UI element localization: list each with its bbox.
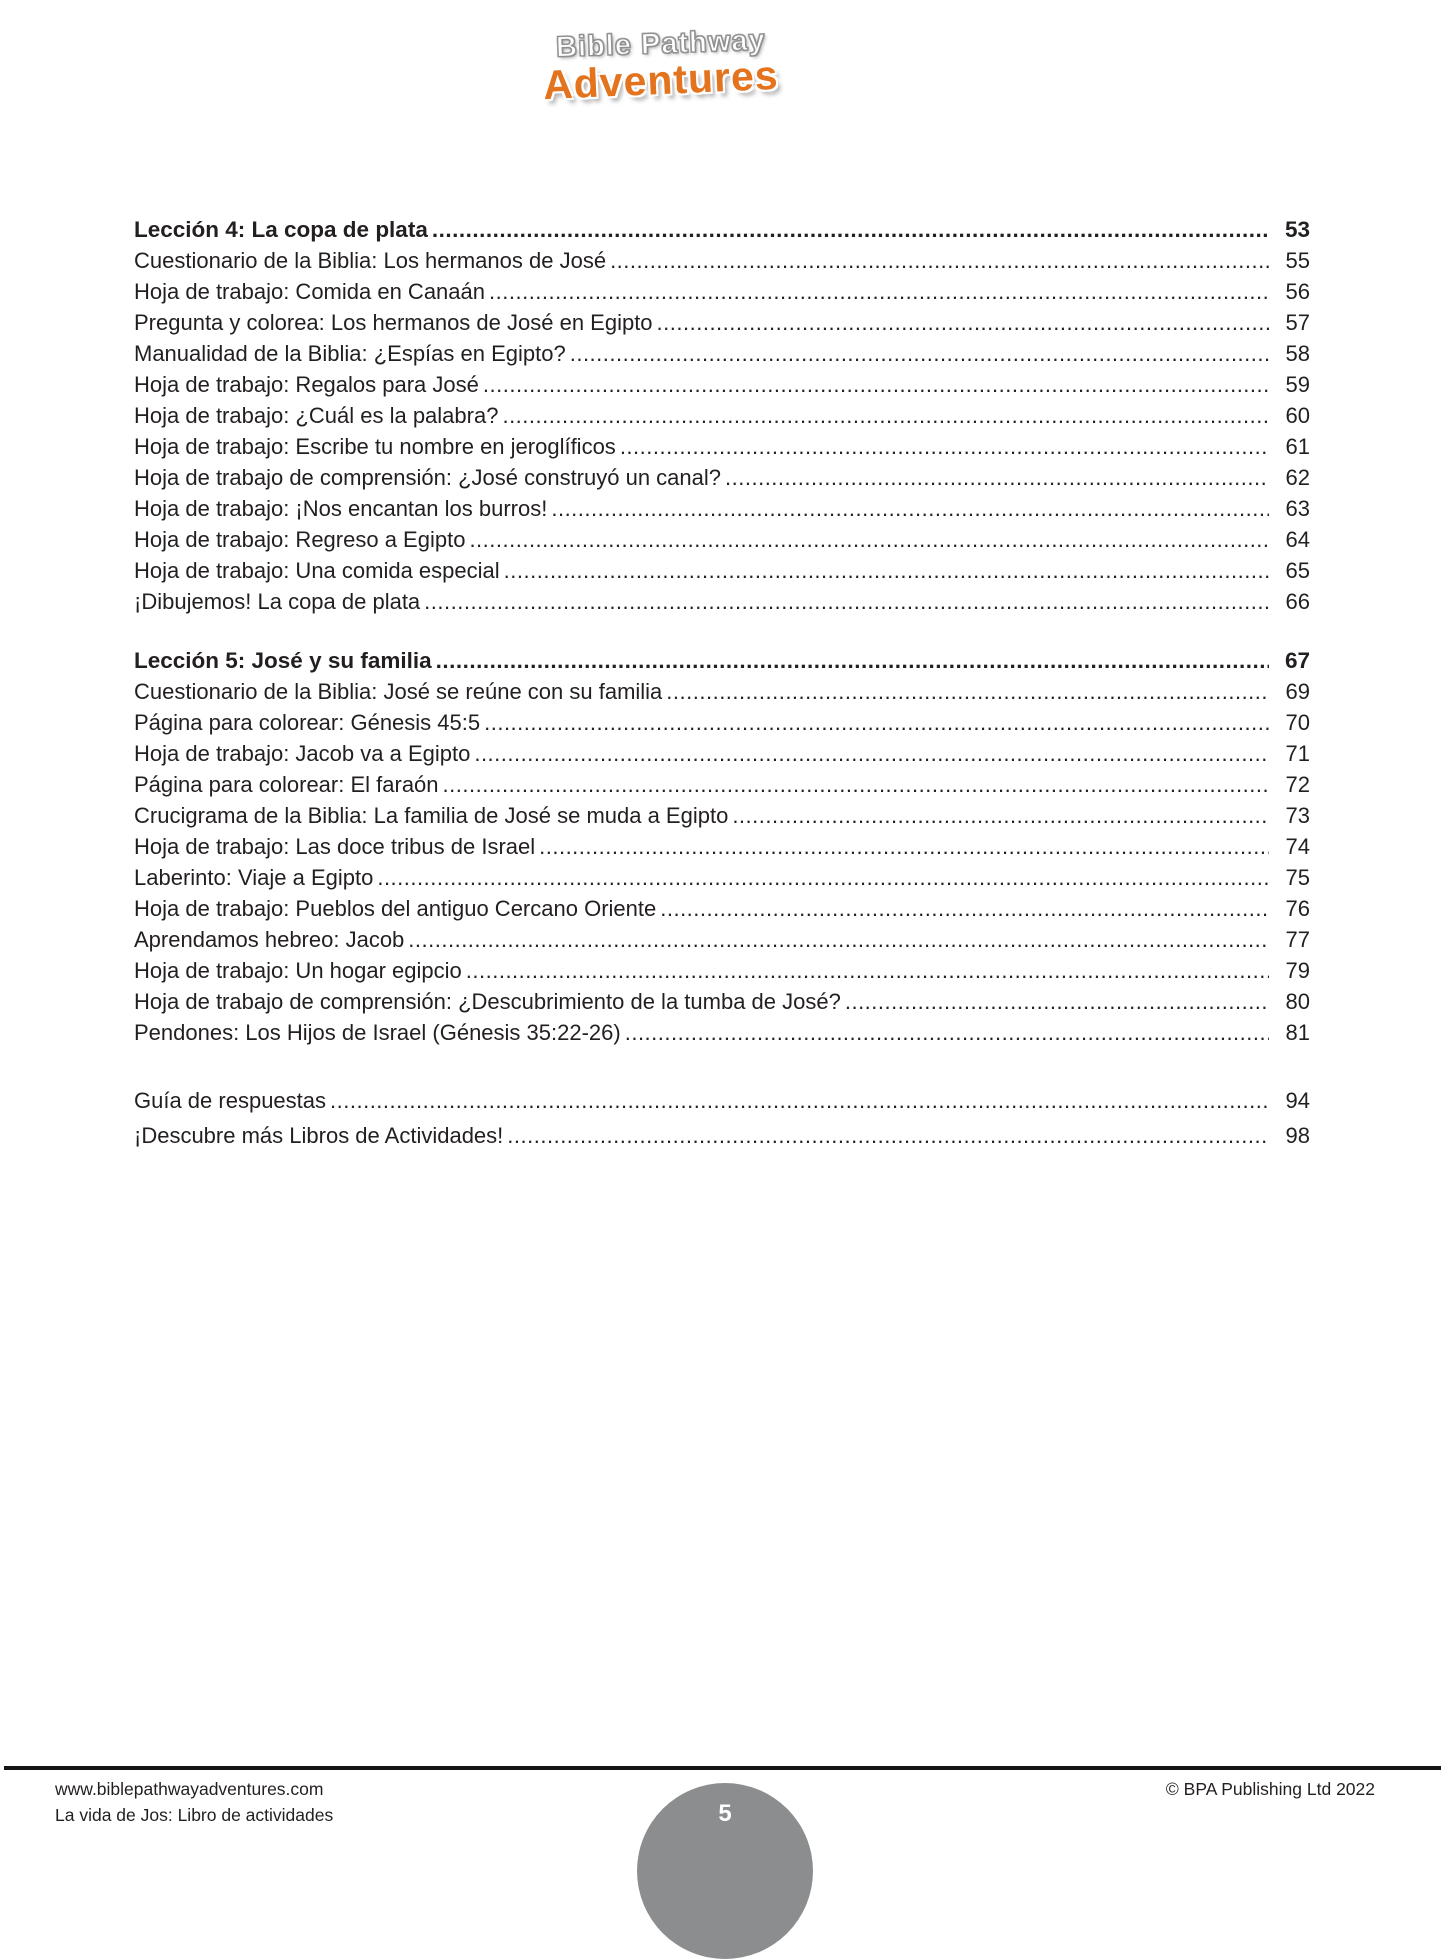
- footer-book-title: La vida de Jos: Libro de actividades: [55, 1805, 334, 1825]
- footer-copyright: © BPA Publishing Ltd 2022: [1165, 1779, 1375, 1799]
- dot-leader: [504, 558, 1269, 584]
- toc-entry: [134, 341, 1310, 372]
- toc-entry-page: 65: [1285, 558, 1310, 583]
- toc-entry-page: 71: [1285, 741, 1310, 766]
- toc-entry: [134, 248, 1310, 279]
- footer-left: [55, 1776, 333, 1828]
- toc-entry: [134, 1020, 1310, 1051]
- toc-entry: [134, 710, 1310, 741]
- toc-entry-label: Guía de respuestas: [134, 1088, 327, 1113]
- dot-leader: [466, 958, 1269, 984]
- footer-divider: [4, 1766, 1441, 1770]
- toc-entry-page: 94: [1285, 1088, 1310, 1113]
- dot-leader: [502, 403, 1269, 429]
- toc-entry-label: Hoja de trabajo: Una comida especial: [134, 558, 500, 583]
- toc-entry-page: 63: [1285, 496, 1310, 521]
- toc-entry: [134, 403, 1310, 434]
- toc-entry-label: Aprendamos hebreo: Jacob: [134, 927, 405, 952]
- toc-heading-label: Lección 4: La copa de plata: [134, 217, 428, 242]
- toc-entry: [134, 434, 1310, 465]
- toc-entry-label: Hoja de trabajo: Regreso a Egipto: [134, 527, 466, 552]
- toc-entry-label: Hoja de trabajo: Un hogar egipcio: [134, 958, 462, 983]
- toc-entry: [134, 372, 1310, 403]
- toc-entry: [134, 896, 1310, 927]
- toc-section-lesson4: [134, 217, 1310, 620]
- dot-leader: [484, 710, 1269, 736]
- toc-entry-label: Hoja de trabajo: Pueblos del antiguo Cercano Oriente: [134, 896, 657, 921]
- toc-entry-page: 76: [1285, 896, 1310, 921]
- toc-entry-page: 60: [1285, 403, 1310, 428]
- toc-entry: [134, 310, 1310, 341]
- dot-leader: [570, 341, 1269, 367]
- table-of-contents: [134, 217, 1310, 1154]
- toc-entry: [134, 989, 1310, 1020]
- dot-leader: [443, 772, 1269, 798]
- toc-entry-page: 55: [1285, 248, 1310, 273]
- toc-entry-label: Hoja de trabajo: Comida en Canaán: [134, 279, 486, 304]
- toc-entry-page: 56: [1285, 279, 1310, 304]
- dot-leader: [625, 1020, 1269, 1046]
- toc-entry-label: Crucigrama de la Biblia: La familia de José se muda a Egipto: [134, 803, 729, 828]
- toc-entry-label: Hoja de trabajo: Regalos para José: [134, 372, 479, 397]
- toc-entry-label: Manualidad de la Biblia: ¿Espías en Egipto?: [134, 341, 566, 366]
- toc-section-heading: [134, 217, 1310, 248]
- toc-entry-page: 59: [1285, 372, 1310, 397]
- toc-entry-label: Hoja de trabajo: ¡Nos encantan los burros!: [134, 496, 548, 521]
- toc-entry-label: Laberinto: Viaje a Egipto: [134, 865, 374, 890]
- dot-leader: [725, 465, 1269, 491]
- dot-leader: [483, 372, 1269, 398]
- toc-entry-page: 79: [1285, 958, 1310, 983]
- dot-leader: [474, 741, 1269, 767]
- dot-leader: [330, 1088, 1269, 1114]
- toc-entry-answer-guide: [134, 1088, 1310, 1119]
- dot-leader: [610, 248, 1269, 274]
- toc-entry-page: 70: [1285, 710, 1310, 735]
- toc-entry-page: 73: [1285, 803, 1310, 828]
- toc-entry-page: 61: [1285, 434, 1310, 459]
- brand-logo-line2: Adventures: [541, 51, 780, 109]
- toc-entry-page: 57: [1285, 310, 1310, 335]
- toc-entry: [134, 527, 1310, 558]
- toc-entry-label: Página para colorear: Génesis 45:5: [134, 710, 481, 735]
- dot-leader: [489, 279, 1269, 305]
- brand-logo: [461, 24, 861, 109]
- dot-leader: [660, 896, 1269, 922]
- toc-entry-page: 72: [1285, 772, 1310, 797]
- toc-extras: [134, 1088, 1310, 1154]
- toc-entry-page: 62: [1285, 465, 1310, 490]
- toc-entry: [134, 558, 1310, 589]
- toc-entry: [134, 465, 1310, 496]
- toc-entry-label: Cuestionario de la Biblia: José se reúne con su familia: [134, 679, 663, 704]
- toc-entry-label: Página para colorear: El faraón: [134, 772, 439, 797]
- toc-section-lesson5: [134, 648, 1310, 1051]
- dot-leader: [657, 310, 1269, 336]
- toc-entry-label: Pregunta y colorea: Los hermanos de José en Egipto: [134, 310, 653, 335]
- dot-leader: [408, 927, 1269, 953]
- toc-entry: [134, 958, 1310, 989]
- toc-entry: [134, 865, 1310, 896]
- toc-entry: [134, 679, 1310, 710]
- toc-entry: [134, 496, 1310, 527]
- dot-leader: [436, 648, 1269, 674]
- dot-leader: [424, 589, 1269, 615]
- toc-entry-label: Hoja de trabajo de comprensión: ¿Descubrimiento de la tumba de José?: [134, 989, 841, 1014]
- toc-entry-page: 80: [1285, 989, 1310, 1014]
- dot-leader: [845, 989, 1269, 1015]
- toc-entry-label: Pendones: Los Hijos de Israel (Génesis 35:22-26): [134, 1020, 621, 1045]
- toc-entry-label: Hoja de trabajo: Escribe tu nombre en jeroglíficos: [134, 434, 616, 459]
- toc-entry-label: Cuestionario de la Biblia: Los hermanos de José: [134, 248, 607, 273]
- toc-entry-label: ¡Descubre más Libros de Actividades!: [134, 1123, 504, 1148]
- toc-entry-label: Hoja de trabajo de comprensión: ¿José construyó un canal?: [134, 465, 722, 490]
- toc-entry-page: 64: [1285, 527, 1310, 552]
- toc-heading-page: 67: [1284, 648, 1310, 673]
- toc-entry: [134, 803, 1310, 834]
- dot-leader: [620, 434, 1269, 460]
- toc-entry-page: 74: [1285, 834, 1310, 859]
- dot-leader: [551, 496, 1269, 522]
- page-number-badge: [637, 1783, 813, 1959]
- dot-leader: [469, 527, 1269, 553]
- toc-heading-page: 53: [1284, 217, 1310, 242]
- toc-entry-label: Hoja de trabajo: ¿Cuál es la palabra?: [134, 403, 499, 428]
- toc-entry-page: 81: [1285, 1020, 1310, 1045]
- toc-entry: [134, 279, 1310, 310]
- toc-entry-discover-more: [134, 1123, 1310, 1154]
- toc-entry-label: ¡Dibujemos! La copa de plata: [134, 589, 421, 614]
- toc-entry: [134, 741, 1310, 772]
- toc-entry-label: Hoja de trabajo: Jacob va a Egipto: [134, 741, 471, 766]
- toc-entry-page: 75: [1285, 865, 1310, 890]
- toc-entry: [134, 589, 1310, 620]
- toc-entry-label: Hoja de trabajo: Las doce tribus de Israel: [134, 834, 536, 859]
- toc-entry: [134, 834, 1310, 865]
- dot-leader: [377, 865, 1269, 891]
- dot-leader: [432, 217, 1269, 243]
- toc-entry-page: 69: [1285, 679, 1310, 704]
- dot-leader: [507, 1123, 1269, 1149]
- toc-heading-label: Lección 5: José y su familia: [134, 648, 432, 673]
- toc-section-heading: [134, 648, 1310, 679]
- toc-entry-page: 98: [1285, 1123, 1310, 1148]
- footer-website: www.biblepathwayadventures.com: [55, 1779, 324, 1799]
- toc-entry: [134, 927, 1310, 958]
- brand-logo-line1: Bible Pathway: [555, 24, 766, 64]
- dot-leader: [732, 803, 1269, 829]
- dot-leader: [666, 679, 1269, 705]
- toc-entry-page: 77: [1285, 927, 1310, 952]
- toc-entry-page: 66: [1285, 589, 1310, 614]
- toc-entry: [134, 772, 1310, 803]
- page-number: 5: [718, 1800, 732, 1827]
- dot-leader: [539, 834, 1269, 860]
- toc-entry-page: 58: [1285, 341, 1310, 366]
